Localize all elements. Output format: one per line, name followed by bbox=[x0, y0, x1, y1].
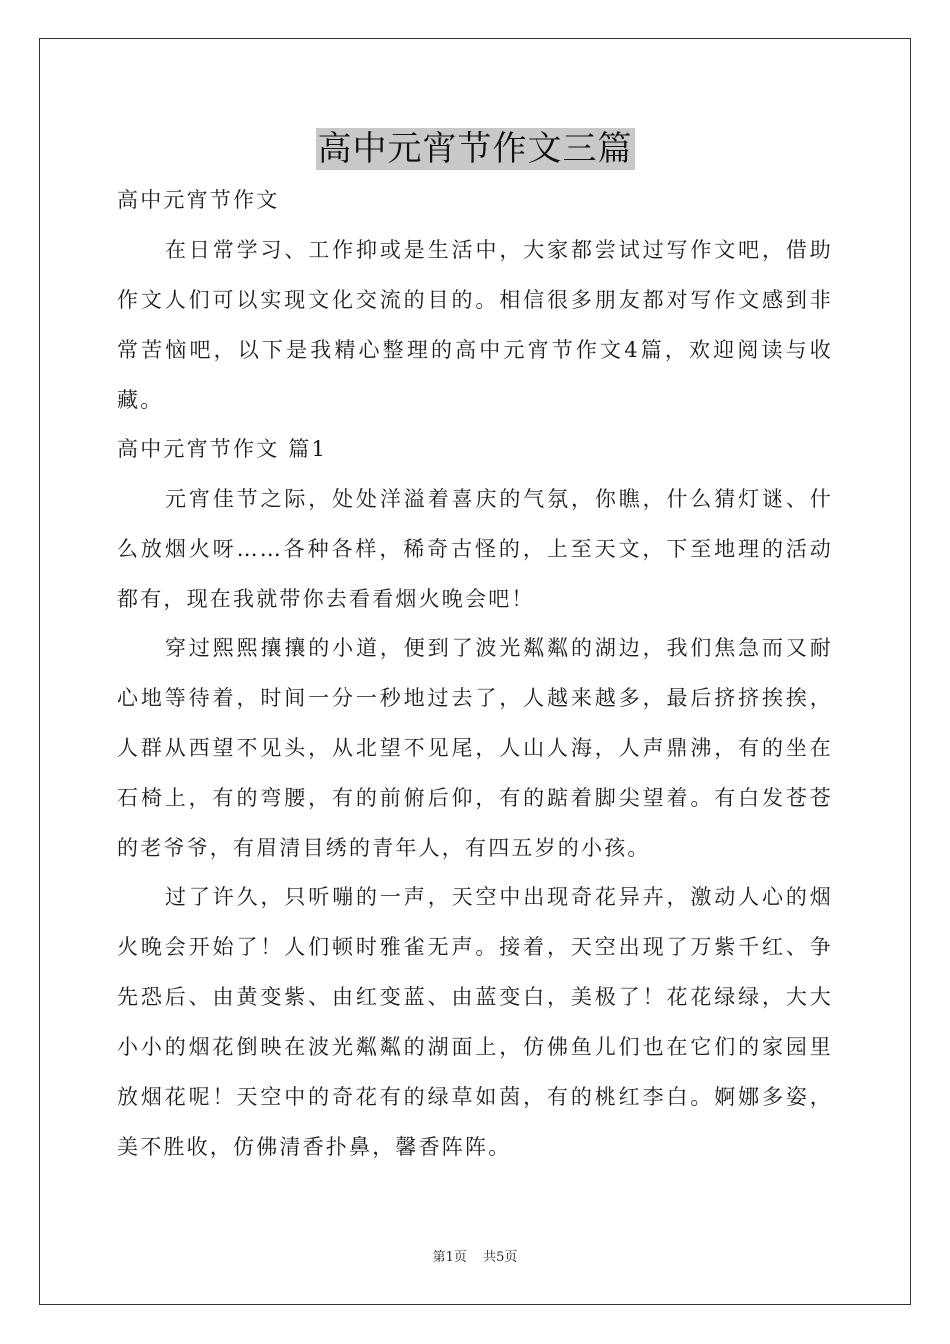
paragraph-3: 过了许久，只听嘣的一声，天空中出现奇花异卉，激动人心的烟火晚会开始了！人们顿时雅雀无声。接着，天空出现了万紫千红、争先恐后、由黄变紫、由红变蓝、由蓝变白，美极了！花花绿绿，大大小小的烟花倒映在波光粼粼的湖面上，仿佛鱼儿们也在它们的家园里放烟花呢！天空中的奇花有的绿草如茵，有的桃红李白。婀娜多姿，美不胜收，仿佛清香扑鼻，馨香阵阵。 bbox=[117, 885, 833, 1159]
page-total: 共5页 bbox=[483, 1250, 518, 1265]
paragraph-1: 元宵佳节之际，处处洋溢着喜庆的气氛，你瞧，什么猜灯谜、什么放烟火呀……各种各样，稀奇古怪的，上至天文，下至地理的活动都有，现在我就带你去看看烟火晚会吧！ bbox=[117, 487, 833, 611]
document-subtitle: 高中元宵节作文 bbox=[117, 188, 280, 212]
intro-paragraph: 在日常学习、工作抑或是生活中，大家都尝试过写作文吧，借助作文人们可以实现文化交流的目的。相信很多朋友都对写作文感到非常苦恼吧，以下是我精心整理的高中元宵节作文4篇，欢迎阅读与收藏。 bbox=[117, 238, 833, 412]
document-title: 高中元宵节作文三篇 bbox=[317, 129, 633, 169]
page-footer bbox=[0, 1246, 950, 1265]
paragraph-2: 穿过熙熙攘攘的小道，便到了波光粼粼的湖边，我们焦急而又耐心地等待着，时间一分一秒地过去了，人越来越多，最后挤挤挨挨，人群从西望不见头，从北望不见尾，人山人海，人声鼎沸，有的坐在石椅上，有的弯腰，有的前俯后仰，有的踮着脚尖望着。有白发苍苍的老爷爷，有眉清目绣的青年人，有四五岁的小孩。 bbox=[117, 636, 833, 860]
page-number: 第1页 bbox=[432, 1250, 467, 1265]
section-heading: 高中元宵节作文 篇1 bbox=[117, 437, 328, 461]
title-container bbox=[0, 128, 950, 170]
